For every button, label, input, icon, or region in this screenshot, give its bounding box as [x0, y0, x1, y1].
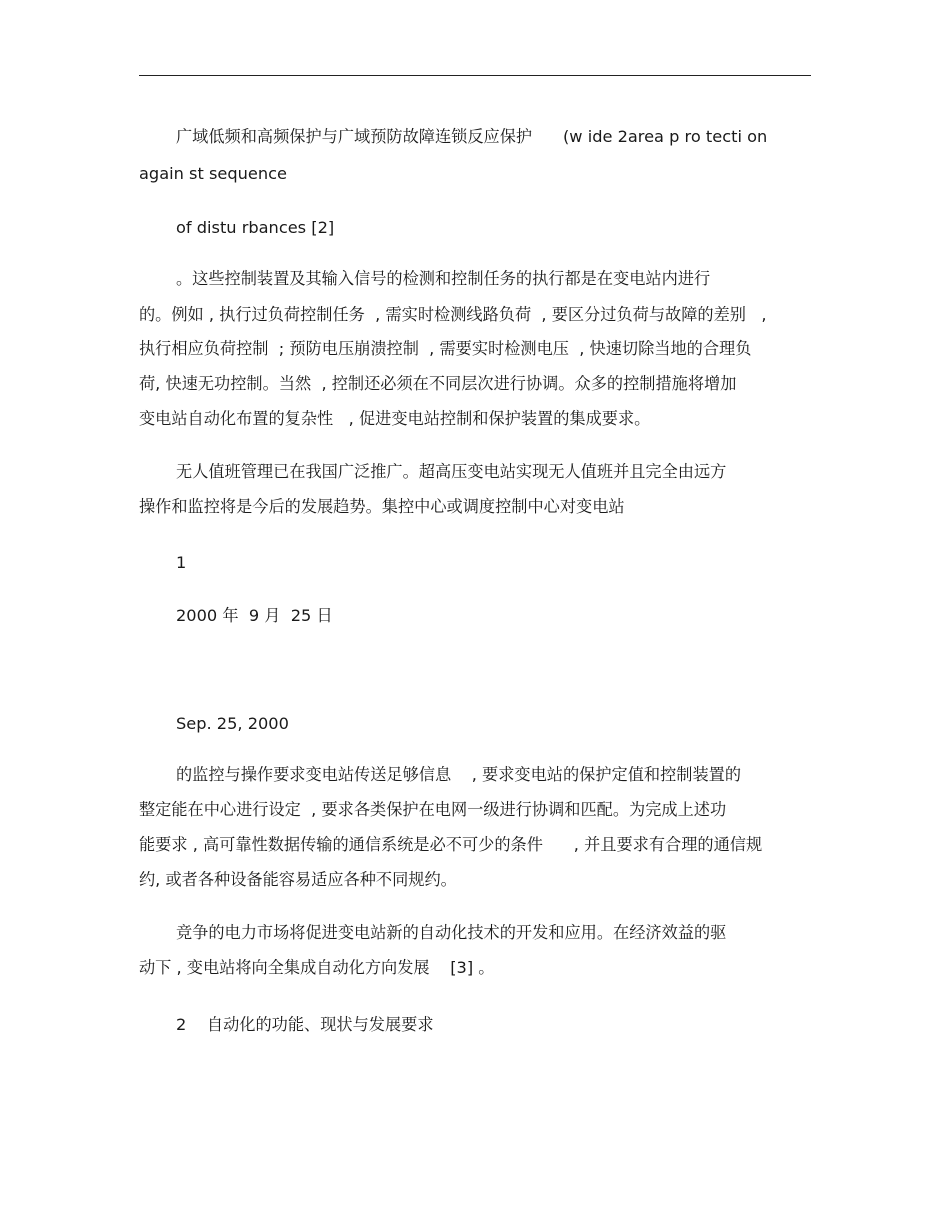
paragraph-4-line-2: 操作和监控将是今后的发展趋势。集控中心或调度控制中心对变电站	[139, 497, 625, 516]
paragraph-6-line-1: 竞争的电力市场将促进变电站新的自动化技术的开发和应用。在经济效益的驱	[176, 923, 727, 942]
page-number: 1	[176, 553, 187, 572]
paragraph-5-line-2: 整定能在中心进行设定 , 要求各类保护在电网一级进行协调和匹配。为完成上述功	[139, 800, 727, 819]
paragraph-2-line-1: of distu rbances [2]	[176, 218, 335, 237]
date-chinese: 2000 年 9 月 25 日	[176, 606, 333, 625]
paragraph-3-line-1: 。这些控制装置及其输入信号的检测和控制任务的执行都是在变电站内进行	[176, 269, 711, 288]
paragraph-6-line-2: 动下 , 变电站将向全集成自动化方向发展 [3] 。	[139, 958, 495, 977]
paragraph-3-line-2: 的。例如 , 执行过负荷控制任务 , 需实时检测线路负荷 , 要区分过负荷与故障的差别 ,	[139, 305, 767, 324]
paragraph-1-line-1: 广域低频和高频保护与广域预防故障连锁反应保护 (w ide 2area p ro tecti on	[176, 127, 768, 146]
header-rule	[139, 75, 811, 76]
section-heading: 2 自动化的功能、现状与发展要求	[176, 1015, 434, 1034]
paragraph-1-line-2: again st sequence	[139, 164, 287, 183]
paragraph-4-line-1: 无人值班管理已在我国广泛推广。超高压变电站实现无人值班并且完全由远方	[176, 462, 727, 481]
date-english: Sep. 25, 2000	[176, 714, 289, 733]
paragraph-3-line-5: 变电站自动化布置的复杂性 , 促进变电站控制和保护装置的集成要求。	[139, 409, 651, 428]
paragraph-5-line-3: 能要求 , 高可靠性数据传输的通信系统是必不可少的条件 , 并且要求有合理的通信规	[139, 835, 763, 854]
paragraph-5-line-1: 的监控与操作要求变电站传送足够信息 , 要求变电站的保护定值和控制装置的	[176, 765, 742, 784]
paragraph-3-line-4: 荷, 快速无功控制。当然 , 控制还必须在不同层次进行协调。众多的控制措施将增加	[139, 374, 737, 393]
paragraph-3-line-3: 执行相应负荷控制 ; 预防电压崩溃控制 , 需要实时检测电压 , 快速切除当地的合理负	[139, 339, 752, 358]
paragraph-5-line-4: 约, 或者各种设备能容易适应各种不同规约。	[139, 870, 457, 889]
